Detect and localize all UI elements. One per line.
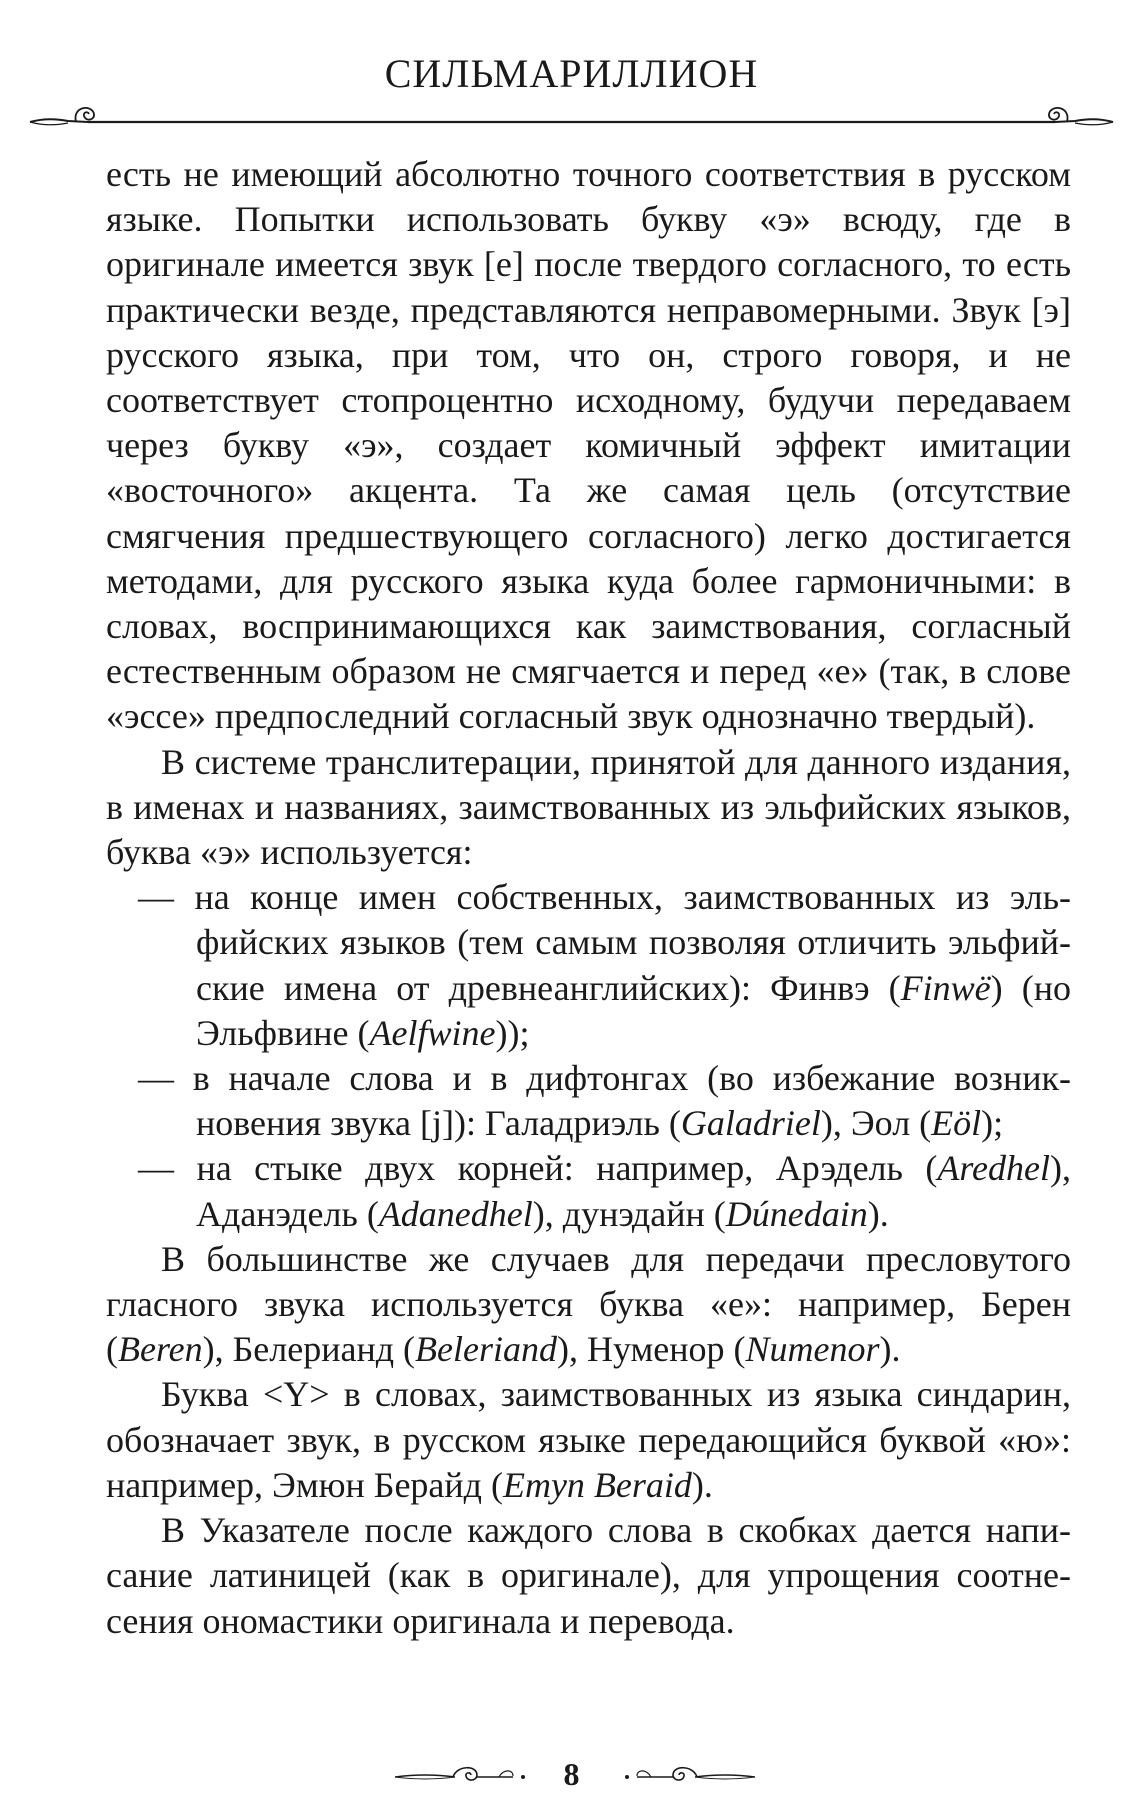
list-item: — на стыке двух корней: например, Арэдель (Aredhel), Аданэдель (Adanedhel), дунэдайн (Dúnedain). xyxy=(138,1148,1071,1234)
footer-ornament-right xyxy=(605,1762,755,1792)
paragraph-5: В Указателе после каждого слова в скобках дается написание латиницей (как в оригинале), для упрощения соотнесения ономастики оригинала и перевода. xyxy=(106,1510,1071,1641)
paragraph-4: Буква <Y> в словах, заимствованных из языка синдарин, обозначает звук, в русском языке передающийся буквой «ю»: например, Эмюн Берайд (Emyn Beraid). xyxy=(106,1374,1071,1505)
list-item: — в начале слова и в дифтонгах (во избежание возникновения звука [j]): Галадриэль (Galadriel), Эол (Eöl); xyxy=(138,1058,1071,1144)
paragraph-1: есть не имеющий абсолютно точного соответствия в русском языке. Попытки использовать букву «э» всюду, где в оригинале имеется звук [e] после твердого согласного, то есть практически везде, представляются неправомерными. Звук [э] русского языка, при том, что он, строго говоря, и не соответствует стопроцентно исходному, будучи передаваем через букву «э», создает комичный эффект имитации «восточного» акцента. Та же самая цель (отсутствие смягчения предшествующего согласного) легко достигается методами, для русского языка куда более гармоничными: в словах, воспринимающихся как заимствования, согласный естественным образом не смягчается и перед «е» (так, в слове «эссе» предпоследний согласный звук однозначно твердый). xyxy=(106,154,1071,737)
running-header xyxy=(28,42,1115,132)
running-header-title: СИЛЬМАРИЛЛИОН xyxy=(384,51,759,96)
paragraph-2: В системе транслитерации, принятой для данного издания, в именах и названиях, заимствованных из эльфийских языков, буква «э» используется: xyxy=(106,741,1071,873)
page-number: 8 xyxy=(563,1756,580,1792)
body-text xyxy=(106,152,1071,1644)
ornamental-rule xyxy=(28,100,1115,150)
paragraph-3: В большинстве же случаев для передачи пресловутого гласного звука используется буква «е»: например, Берен (Beren), Белерианд (Beleriand), Нуменор (Numenor). xyxy=(106,1238,1071,1370)
page-footer xyxy=(0,1752,1143,1802)
list-item: — на конце имен собственных, заимствованных из эльфийских языков (тем самым позволяя отличить эльфийские имена от древнеанглийских): Финвэ (Finwë) (но Эльфвине (Aelfwine)); xyxy=(138,877,1072,1053)
